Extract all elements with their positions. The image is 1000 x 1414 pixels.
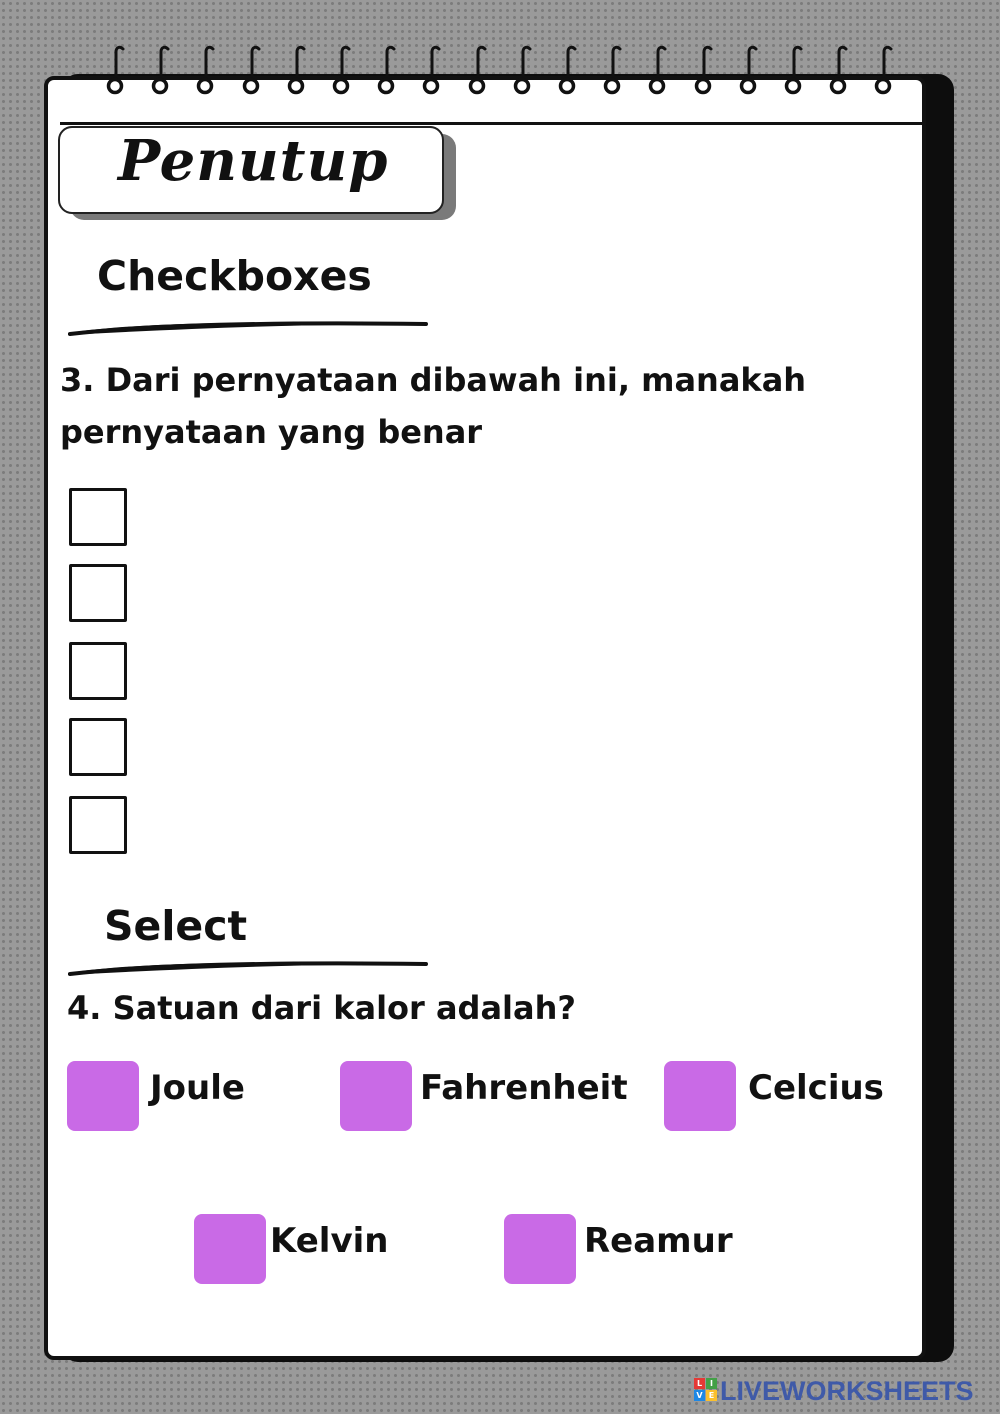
spiral-ring <box>513 44 529 96</box>
checkbox-4[interactable] <box>69 718 127 776</box>
question-3-line-1: 3. Dari pernyataan dibawah ini, manakah <box>60 361 807 399</box>
checkbox-1[interactable] <box>69 488 127 546</box>
liveworksheets-logo-icon <box>694 1378 718 1402</box>
spiral-ring <box>332 44 348 96</box>
spiral-ring <box>151 44 167 96</box>
option-joule-selector[interactable] <box>67 1061 139 1131</box>
option-kelvin-selector[interactable] <box>194 1214 266 1284</box>
checkbox-3[interactable] <box>69 642 127 700</box>
select-heading-underline <box>66 956 430 978</box>
option-kelvin-label[interactable]: Kelvin <box>270 1221 389 1261</box>
logo-letter-v: V <box>694 1390 705 1401</box>
checkboxes-heading: Checkboxes <box>97 252 372 300</box>
spiral-ring <box>558 44 574 96</box>
spiral-ring <box>287 44 303 96</box>
spiral-ring <box>422 44 438 96</box>
page-title: Penutup <box>118 128 389 194</box>
option-joule-label[interactable]: Joule <box>150 1068 245 1108</box>
spiral-ring <box>694 44 710 96</box>
checkbox-2[interactable] <box>69 564 127 622</box>
option-fahrenheit-label[interactable]: Fahrenheit <box>420 1068 628 1108</box>
option-celcius-selector[interactable] <box>664 1061 736 1131</box>
spiral-ring <box>196 44 212 96</box>
spiral-ring <box>106 44 122 96</box>
liveworksheets-wordmark: LIVEWORKSHEETS <box>720 1376 974 1406</box>
option-fahrenheit-selector[interactable] <box>340 1061 412 1131</box>
question-3-line-2: pernyataan yang benar <box>60 413 483 451</box>
logo-letter-e: E <box>706 1390 717 1401</box>
spiral-ring <box>377 44 393 96</box>
option-celcius-label[interactable]: Celcius <box>748 1068 884 1108</box>
option-reamur-selector[interactable] <box>504 1214 576 1284</box>
checkbox-5[interactable] <box>69 796 127 854</box>
spiral-ring <box>242 44 258 96</box>
spiral-ring <box>468 44 484 96</box>
spiral-ring <box>874 44 890 96</box>
notebook-top-rule <box>60 122 926 125</box>
logo-letter-i: I <box>706 1378 717 1389</box>
question-4: 4. Satuan dari kalor adalah? <box>67 989 576 1027</box>
select-heading: Select <box>104 902 248 950</box>
spiral-ring <box>784 44 800 96</box>
spiral-ring <box>603 44 619 96</box>
spiral-ring <box>739 44 755 96</box>
logo-letter-l: L <box>694 1378 705 1389</box>
option-reamur-label[interactable]: Reamur <box>584 1221 733 1261</box>
spiral-ring <box>829 44 845 96</box>
checkboxes-heading-underline <box>66 316 430 338</box>
spiral-ring <box>648 44 664 96</box>
